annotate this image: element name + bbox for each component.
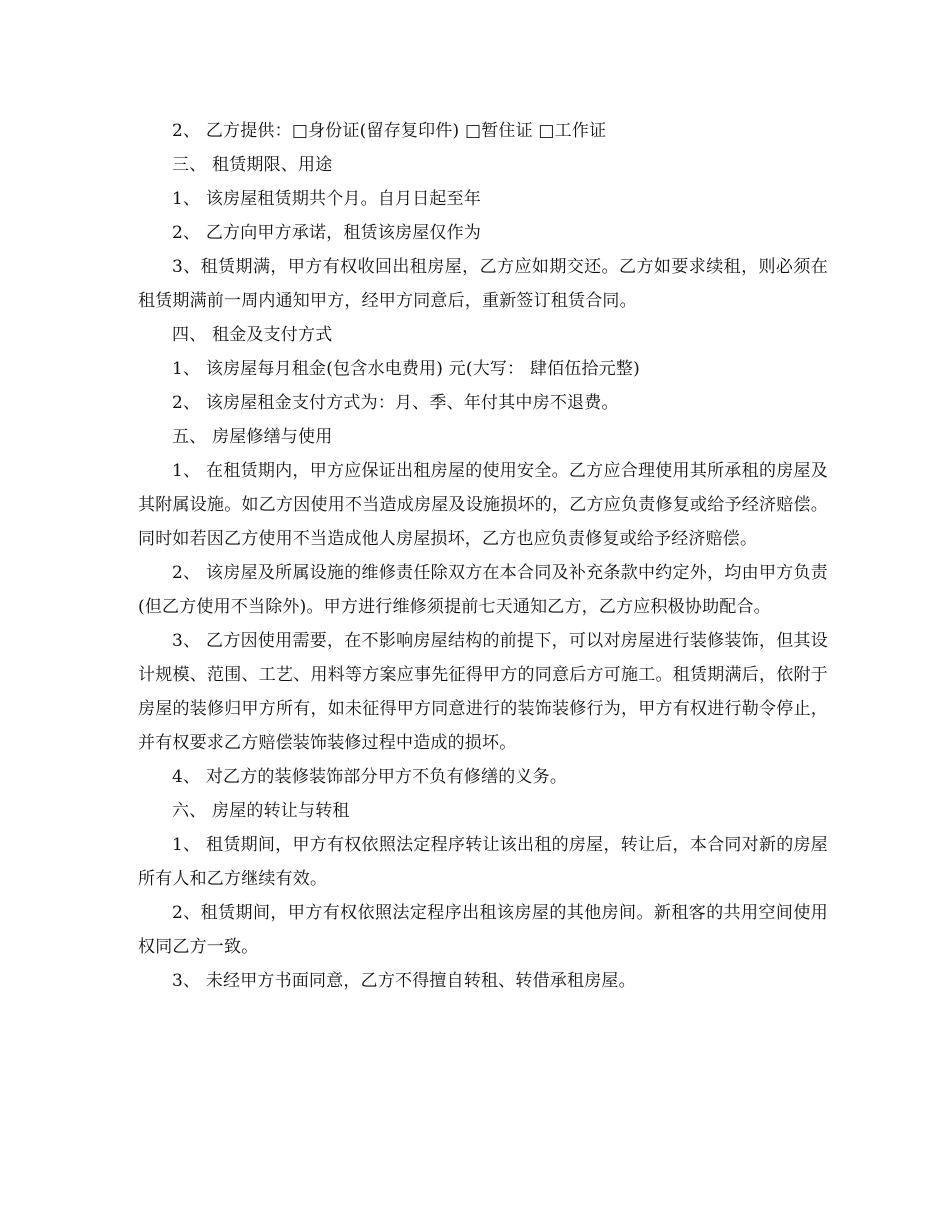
paragraph-id-provision: 2、 乙方提供：□身份证(留存复印件) □暂住证 □工作证 <box>172 121 607 141</box>
paragraph-lease-expiry: 3、租赁期满，甲方有权收回出租房屋，乙方应如期交还。乙方如要求续租，则必须在租赁期满前一周内通知甲方，经甲方同意后，重新签订租赁合同。 <box>138 257 828 311</box>
paragraph-safety-and-damage: 1、 在租赁期内，甲方应保证出租房屋的使用安全。乙方应合理使用其所承租的房屋及其附属设施。如乙方因使用不当造成房屋及设施损坏的，乙方应负责修复或给予经济赔偿。同时如若因乙方使用不当造成他人房屋损坏，乙方也应负责修复或给予经济赔偿。 <box>138 461 828 549</box>
heading-term-and-use: 三、 租赁期限、用途 <box>172 155 333 175</box>
paragraph-property-transfer: 1、 租赁期间，甲方有权依照法定程序转让该出租的房屋，转让后，本合同对新的房屋所有人和乙方继续有效。 <box>138 835 828 889</box>
paragraph-payment-method: 2、 该房屋租金支付方式为：月、季、年付其中房不退费。 <box>172 393 619 413</box>
paragraph-usage-promise: 2、 乙方向甲方承诺，租赁该房屋仅作为 <box>172 223 482 243</box>
document-body <box>138 114 828 998</box>
paragraph-other-rooms: 2、租赁期间，甲方有权依照法定程序出租该房屋的其他房间。新租客的共用空间使用权同乙方一致。 <box>138 903 828 957</box>
paragraph-renovation: 3、 乙方因使用需要，在不影响房屋结构的前提下，可以对房屋进行装修装饰，但其设计规模、范围、工艺、用料等方案应事先征得甲方的同意后方可施工。租赁期满后，依附于房屋的装修归甲方所有，如未征得甲方同意进行的装饰装修行为，甲方有权进行勒令停止，并有权要求乙方赔偿装饰装修过程中造成的损坏。 <box>138 631 828 753</box>
paragraph-renovation-repair: 4、 对乙方的装修装饰部分甲方不负有修缮的义务。 <box>172 767 568 787</box>
heading-repair-and-use: 五、 房屋修缮与使用 <box>172 427 333 447</box>
paragraph-no-sublet: 3、 未经甲方书面同意，乙方不得擅自转租、转借承租房屋。 <box>172 971 636 991</box>
heading-rent-and-payment: 四、 租金及支付方式 <box>172 325 333 345</box>
paragraph-monthly-rent: 1、 该房屋每月租金(包含水电费用) 元(大写： 肆佰伍拾元整) <box>172 359 640 379</box>
paragraph-maintenance-duty: 2、 该房屋及所属设施的维修责任除双方在本合同及补充条款中约定外，均由甲方负责(但乙方使用不当除外)。甲方进行维修须提前七天通知乙方，乙方应积极协助配合。 <box>138 563 828 617</box>
paragraph-lease-term: 1、 该房屋租赁期共个月。自月日起至年 <box>172 189 482 209</box>
heading-transfer-and-sublet: 六、 房屋的转让与转租 <box>172 801 350 821</box>
